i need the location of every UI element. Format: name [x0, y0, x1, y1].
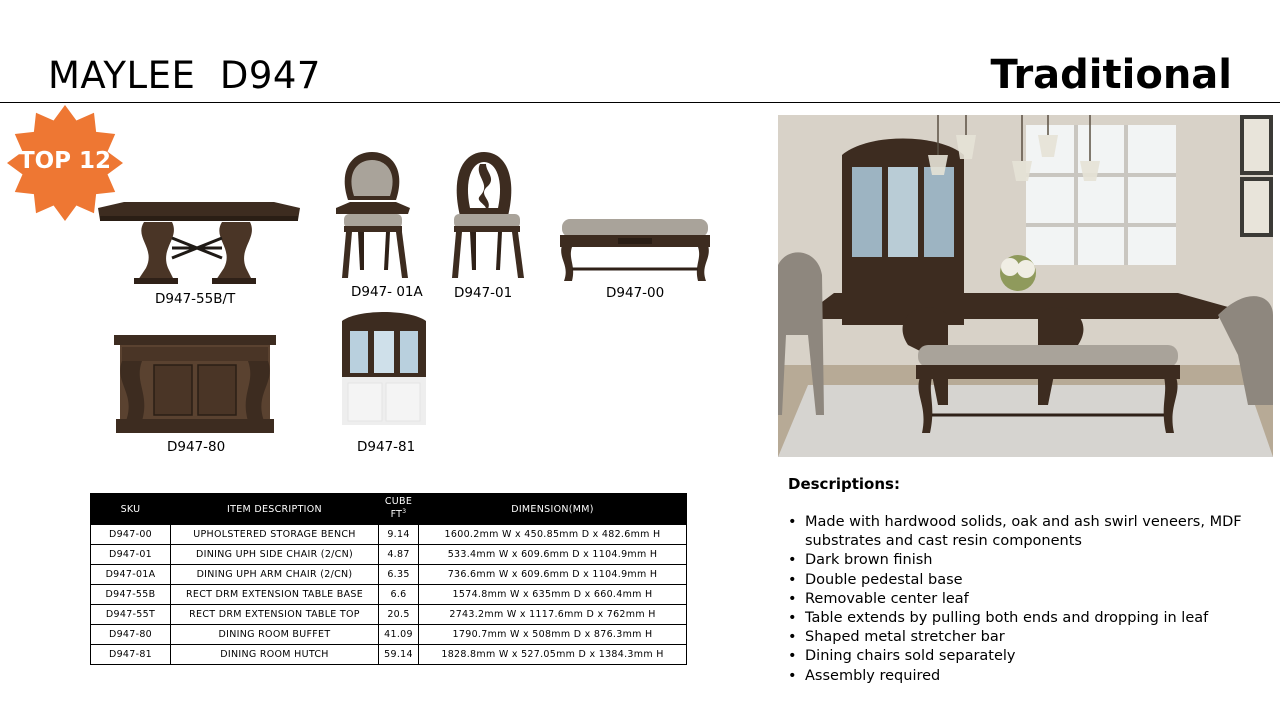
- cell-dimension: 736.6mm W x 609.6mm D x 1104.9mm H: [419, 565, 687, 585]
- cell-item: DINING ROOM HUTCH: [171, 645, 379, 665]
- cell-sku: D947-00: [91, 525, 171, 545]
- product-image-extension-table: [94, 198, 302, 286]
- table-row: [91, 545, 687, 565]
- col-header-dimension: DIMENSION(MM): [419, 494, 687, 525]
- series-title: MAYLEE D947: [48, 54, 321, 97]
- table-row: [91, 565, 687, 585]
- sku-label-bench: D947-00: [606, 285, 665, 301]
- cell-sku: D947-55B: [91, 585, 171, 605]
- table-row: [91, 645, 687, 665]
- table-row: [91, 605, 687, 625]
- extension-table-icon: [94, 198, 302, 286]
- col-header-item: ITEM DESCRIPTION: [171, 494, 379, 525]
- cell-cube: 41.09: [379, 625, 419, 645]
- cell-cube: 4.87: [379, 545, 419, 565]
- cell-dimension: 1828.8mm W x 527.05mm D x 1384.3mm H: [419, 645, 687, 665]
- cell-item: DINING UPH SIDE CHAIR (2/CN): [171, 545, 379, 565]
- product-image-buffet: [112, 333, 278, 435]
- side-chair-icon: [446, 150, 528, 282]
- cell-cube: 6.6: [379, 585, 419, 605]
- product-image-arm-chair: [330, 150, 414, 282]
- cell-dimension: 1790.7mm W x 508mm D x 876.3mm H: [419, 625, 687, 645]
- list-item: • Dining chairs sold separately: [788, 647, 1258, 666]
- cube-unit: FT: [390, 509, 403, 521]
- product-image-hutch: [338, 307, 430, 429]
- cube-unit-sup: 3: [402, 508, 407, 516]
- sku-label-side-chair: D947-01: [454, 285, 513, 301]
- table-row: [91, 625, 687, 645]
- cell-item: DINING ROOM BUFFET: [171, 625, 379, 645]
- badge-label: TOP 12: [18, 148, 112, 174]
- table-row: [91, 525, 687, 545]
- cell-item: RECT DRM EXTENSION TABLE BASE: [171, 585, 379, 605]
- cell-item: DINING UPH ARM CHAIR (2/CN): [171, 565, 379, 585]
- arm-chair-icon: [330, 150, 414, 282]
- cell-sku: D947-55T: [91, 605, 171, 625]
- col-header-cube: [379, 494, 419, 525]
- storage-bench-icon: [558, 215, 712, 285]
- header-divider: [0, 102, 1280, 103]
- descriptions-heading: Descriptions:: [788, 475, 900, 493]
- col-header-sku: SKU: [91, 494, 171, 525]
- cell-cube: 9.14: [379, 525, 419, 545]
- hutch-icon: [338, 307, 430, 429]
- product-image-storage-bench: [558, 215, 712, 285]
- sku-label-arm-chair: D947- 01A: [351, 284, 423, 300]
- dining-room-photo: [778, 115, 1273, 457]
- sku-label-hutch: D947-81: [357, 439, 416, 455]
- cell-cube: 6.35: [379, 565, 419, 585]
- buffet-icon: [112, 333, 278, 435]
- product-image-side-chair: [446, 150, 528, 282]
- list-item: • Double pedestal base: [788, 571, 1258, 590]
- table-header-row: [91, 494, 687, 525]
- cell-cube: 59.14: [379, 645, 419, 665]
- spec-table: [90, 493, 687, 665]
- list-item: • Shaped metal stretcher bar: [788, 628, 1258, 647]
- cell-dimension: 533.4mm W x 609.6mm D x 1104.9mm H: [419, 545, 687, 565]
- list-item: • Removable center leaf: [788, 590, 1258, 609]
- cell-dimension: 1574.8mm W x 635mm D x 660.4mm H: [419, 585, 687, 605]
- list-item: • Made with hardwood solids, oak and ash swirl veneers, MDF substrates and cast resin components: [788, 513, 1258, 551]
- style-title: Traditional: [990, 52, 1232, 98]
- descriptions-list: [788, 513, 1258, 686]
- list-item: • Assembly required: [788, 667, 1258, 686]
- table-row: [91, 585, 687, 605]
- cell-item: RECT DRM EXTENSION TABLE TOP: [171, 605, 379, 625]
- sku-label-buffet: D947-80: [167, 439, 226, 455]
- cell-sku: D947-01: [91, 545, 171, 565]
- cell-sku: D947-80: [91, 625, 171, 645]
- cell-dimension: 1600.2mm W x 450.85mm D x 482.6mm H: [419, 525, 687, 545]
- list-item: • Dark brown finish: [788, 551, 1258, 570]
- cell-cube: 20.5: [379, 605, 419, 625]
- cell-item: UPHOLSTERED STORAGE BENCH: [171, 525, 379, 545]
- cube-label: CUBE: [384, 496, 413, 508]
- list-item: • Table extends by pulling both ends and dropping in leaf: [788, 609, 1258, 628]
- cell-dimension: 2743.2mm W x 1117.6mm D x 762mm H: [419, 605, 687, 625]
- cell-sku: D947-01A: [91, 565, 171, 585]
- room-scene-illustration: [778, 115, 1273, 457]
- sku-label-table: D947-55B/T: [155, 291, 236, 307]
- cell-sku: D947-81: [91, 645, 171, 665]
